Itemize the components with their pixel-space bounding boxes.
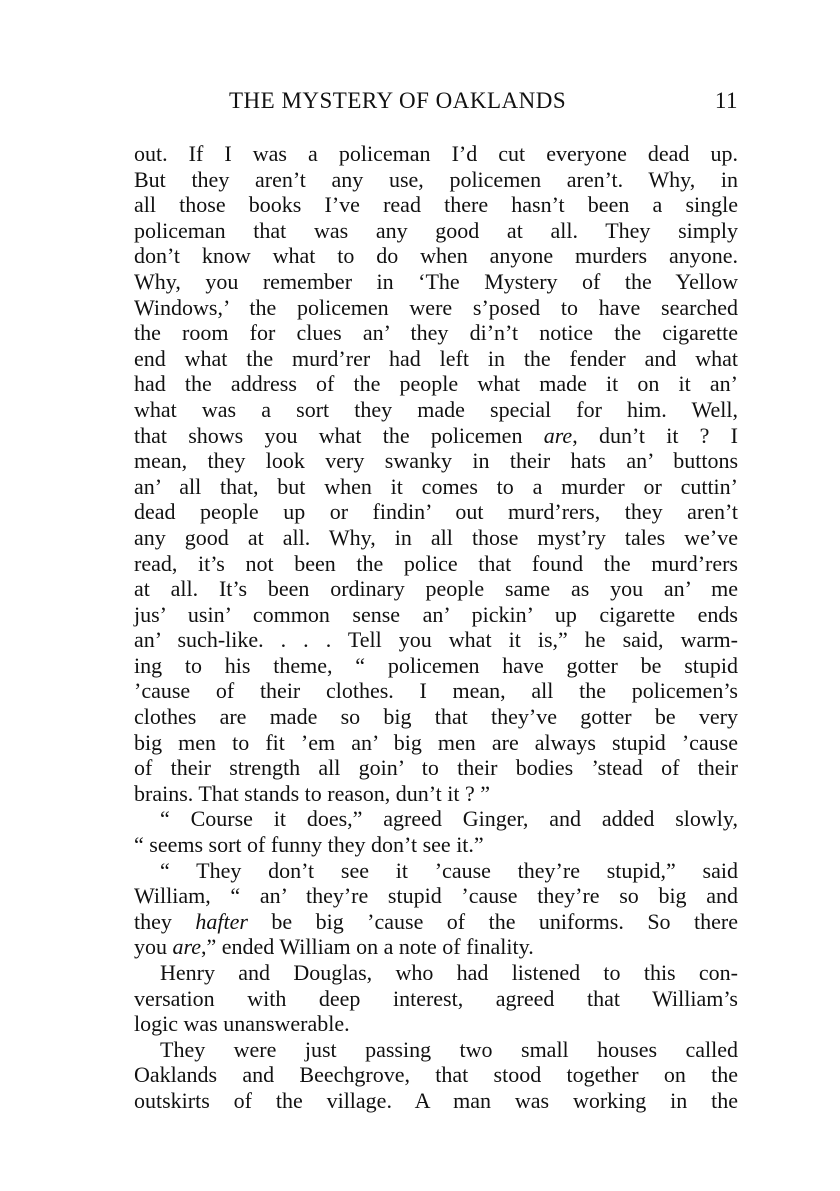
running-head xyxy=(134,88,738,118)
text-line: out. If I was a policeman I’d cut everyone dead up. xyxy=(134,141,738,166)
text-line: Oaklands and Beechgrove, that stood together on the xyxy=(134,1062,738,1088)
text-line: ’cause of their clothes. I mean, all the policemen’s xyxy=(134,678,738,704)
text-line: the room for clues an’ they di’n’t notice the cigarette xyxy=(134,320,738,346)
text-line: at all. It’s been ordinary people same as you an’ me xyxy=(134,576,738,602)
text-line: logic was unanswerable. xyxy=(134,1011,350,1037)
text-line: an’ such-like. . . . Tell you what it is,” he said, warm- xyxy=(134,627,738,653)
text-line: all those books I’ve read there hasn’t been a single xyxy=(134,192,738,218)
text-line: They were just passing two small houses called xyxy=(160,1036,738,1062)
text-line: end what the murd’rer had left in the fender and what xyxy=(134,345,738,371)
text-line: ing to his theme, “ policemen have gotter be stupid xyxy=(134,652,738,678)
text-line: an’ all that, but when it comes to a murder or cuttin’ xyxy=(134,473,738,499)
text-line: any good at all. Why, in all those myst’ry tales we’ve xyxy=(134,524,738,550)
text-line: don’t know what to do when anyone murders anyone. xyxy=(134,243,738,269)
text-line: brains. That stands to reason, dun’t it ? ” xyxy=(134,780,491,806)
body-text xyxy=(134,141,738,1114)
text-line: read, it’s not been the police that found the murd’rers xyxy=(134,550,738,576)
text-line: “ They don’t see it ’cause they’re stupid,” said xyxy=(160,857,738,883)
text-line: But they aren’t any use, policemen aren’t. Why, in xyxy=(134,166,738,192)
running-title: THE MYSTERY OF OAKLANDS xyxy=(229,88,567,113)
text-line: dead people up or findin’ out murd’rers, they aren’t xyxy=(134,499,738,525)
text-line: versation with deep interest, agreed that William’s xyxy=(134,985,738,1011)
text-line: outskirts of the village. A man was working in the xyxy=(134,1087,738,1113)
text-line: what was a sort they made special for him. Well, xyxy=(134,396,738,422)
text-line: Why, you remember in ‘The Mystery of the Yellow xyxy=(134,268,738,294)
text-line: mean, they look very swanky in their hats an’ buttons xyxy=(134,448,738,474)
text-line: “ Course it does,” agreed Ginger, and added slowly, xyxy=(160,806,738,832)
text-line: you are,” ended William on a note of finality. xyxy=(134,934,534,960)
text-line: “ seems sort of funny they don’t see it.” xyxy=(134,832,484,858)
text-line: William, “ an’ they’re stupid ’cause they’re so big and xyxy=(134,883,738,909)
text-line: jus’ usin’ common sense an’ pickin’ up cigarette ends xyxy=(134,601,738,627)
text-line: Henry and Douglas, who had listened to this con- xyxy=(160,960,738,985)
text-line: had the address of the people what made it on it an’ xyxy=(134,371,738,397)
text-line: big men to fit ’em an’ big men are always stupid ’cause xyxy=(134,729,738,755)
text-line: they hafter be big ’cause of the uniforms. So there xyxy=(134,908,738,934)
page-number: 11 xyxy=(714,88,738,113)
text-line: that shows you what the policemen are, dun’t it ? I xyxy=(134,422,738,448)
text-line: of their strength all goin’ to their bodies ’stead of their xyxy=(134,755,738,781)
text-line: Windows,’ the policemen were s’posed to have searched xyxy=(134,294,738,320)
text-line: clothes are made so big that they’ve gotter be very xyxy=(134,704,738,730)
text-line: policeman that was any good at all. They simply xyxy=(134,217,738,243)
